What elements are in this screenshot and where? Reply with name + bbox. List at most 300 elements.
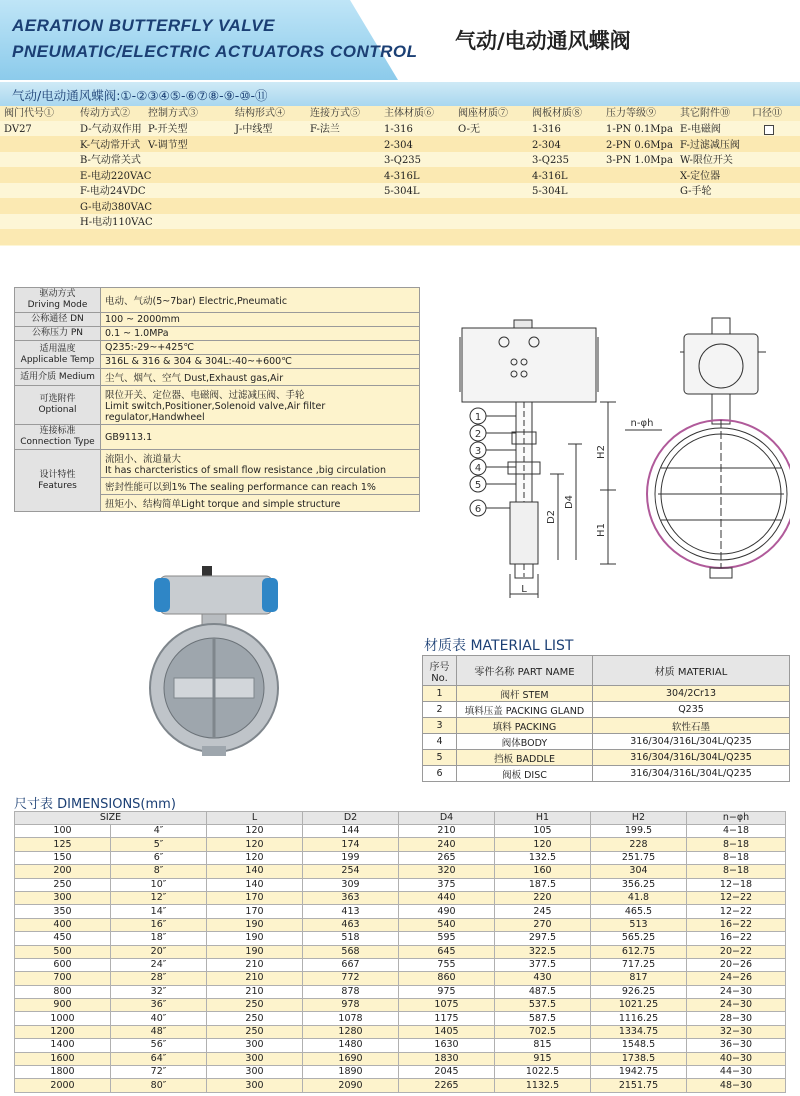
dimensions-cell: 199.5 (591, 825, 687, 838)
code-table-heading: 气动/电动通风蝶阀:①-②③④⑤-⑥⑦⑧-⑨-⑩-⑪ (12, 88, 268, 103)
part-number-6: 6 (474, 504, 482, 515)
actuator-top-shaft (202, 566, 212, 576)
dimensions-cell: 667 (303, 958, 399, 971)
dimensions-cell: 1830 (399, 1052, 495, 1065)
spec-label: 连接标准 Connection Type (15, 425, 101, 450)
dimensions-cell: 1280 (303, 1025, 399, 1038)
code-column (458, 106, 508, 138)
code-table (0, 106, 800, 246)
header-title-line2: PNEUMATIC/ELECTRIC ACTUATORS CONTROL (12, 42, 418, 61)
dimensions-cell: 187.5 (495, 878, 591, 891)
material-cell-no: 1 (423, 686, 457, 702)
material-cell-no: 5 (423, 750, 457, 766)
code-column-header: 其它附件⑩ (680, 108, 730, 119)
dimensions-cell: 1690 (303, 1052, 399, 1065)
dimensions-cell: 1942.75 (591, 1066, 687, 1079)
dimensions-cell: 40−30 (687, 1052, 786, 1065)
dimensions-row (15, 932, 786, 945)
material-cell-part: 挡板 BADDLE (457, 750, 593, 766)
spec-label: 可选附件 Optional (15, 386, 101, 425)
header-title-cn: 气动/电动通风蝶阀 (455, 29, 631, 53)
dimensions-cell: 44−30 (687, 1066, 786, 1079)
dimensions-cell: 16−22 (687, 918, 786, 931)
dimensions-row (15, 985, 786, 998)
dimensions-cell: 140 (207, 865, 303, 878)
dimensions-cell: 174 (303, 838, 399, 851)
dimensions-cell: 24−30 (687, 999, 786, 1012)
valve-product-photo (140, 566, 290, 756)
dimensions-cell: 72″ (111, 1066, 207, 1079)
dimensions-cell: 817 (591, 972, 687, 985)
dimensions-cell: 1480 (303, 1039, 399, 1052)
dimensions-cell: 210 (207, 985, 303, 998)
code-option: 2-PN 0.6Mpa (606, 139, 673, 151)
dimensions-header-cell: H1 (495, 812, 591, 825)
dimensions-cell: 24−30 (687, 985, 786, 998)
dimensions-cell: 199 (303, 851, 399, 864)
dimensions-cell: 490 (399, 905, 495, 918)
code-column-header: 口径⑪ (752, 108, 782, 119)
dimensions-cell: 860 (399, 972, 495, 985)
code-option: 5-304L (384, 186, 420, 197)
dimensions-cell: 190 (207, 945, 303, 958)
spec-row (15, 450, 420, 478)
spec-row (15, 386, 420, 425)
part-number-3: 3 (474, 446, 482, 457)
material-row (423, 686, 790, 702)
code-option: 4-316L (532, 170, 568, 182)
dimensions-cell: 24″ (111, 958, 207, 971)
code-column (4, 106, 54, 138)
code-option: F-电动24VDC (80, 186, 146, 197)
material-cell-no: 3 (423, 718, 457, 734)
dimensions-cell: 120 (495, 838, 591, 851)
code-option: 3-Q235 (532, 155, 570, 166)
dimensions-cell: 363 (303, 891, 399, 904)
actuator-end-cap-left (154, 578, 170, 612)
code-column-header: 控制方式③ (148, 108, 198, 119)
dimensions-row (15, 1039, 786, 1052)
dimensions-cell: 587.5 (495, 1012, 591, 1025)
spec-row (15, 369, 420, 386)
dimensions-header-cell: SIZE (15, 812, 207, 825)
dimensions-cell: 170 (207, 905, 303, 918)
dimensions-cell: 1022.5 (495, 1066, 591, 1079)
dimensions-cell: 322.5 (495, 945, 591, 958)
code-column-header: 压力等级⑨ (606, 108, 656, 119)
code-column (235, 106, 285, 138)
dimensions-cell: 2045 (399, 1066, 495, 1079)
dimensions-cell: 48″ (111, 1025, 207, 1038)
dimensions-cell: 2090 (303, 1079, 399, 1092)
code-option: G-手轮 (680, 186, 712, 197)
spec-label: 适用介质 Medium (15, 369, 101, 386)
dimensions-cell: 513 (591, 918, 687, 931)
code-option: H-电动110VAC (80, 217, 153, 228)
dimensions-cell: 20−26 (687, 958, 786, 971)
dimensions-cell: 24−26 (687, 972, 786, 985)
material-header-material: 材质 MATERIAL (593, 656, 790, 686)
dimensions-cell: 16″ (111, 918, 207, 931)
dimensions-cell: 40″ (111, 1012, 207, 1025)
dimensions-cell: 28″ (111, 972, 207, 985)
dimensions-cell: 240 (399, 838, 495, 851)
dimensions-cell: 975 (399, 985, 495, 998)
part-number-2: 2 (474, 429, 482, 440)
dimensions-cell: 1116.25 (591, 1012, 687, 1025)
spec-label: 公称通径 DN (15, 313, 101, 327)
dimensions-cell: 595 (399, 932, 495, 945)
dimensions-cell: 250 (207, 1025, 303, 1038)
material-cell-part: 阀杆 STEM (457, 686, 593, 702)
dim-label-d2: D2 (546, 509, 557, 525)
dimensions-cell: 150 (15, 851, 111, 864)
dimensions-cell: 14″ (111, 905, 207, 918)
spec-value: 电动、气动(5~7bar) Electric,Pneumatic (101, 288, 420, 313)
dimensions-cell: 440 (399, 891, 495, 904)
dimensions-cell: 300 (207, 1079, 303, 1092)
code-option: X-定位器 (680, 170, 721, 182)
dimensions-cell: 80″ (111, 1079, 207, 1092)
code-option: E-电磁阀 (680, 124, 721, 135)
code-column-header: 阀座材质⑦ (458, 108, 508, 119)
part-number-1: 1 (474, 412, 482, 423)
dimensions-cell: 20−22 (687, 945, 786, 958)
dimensions-cell: 878 (303, 985, 399, 998)
code-column-header: 结构形式④ (235, 108, 285, 119)
dimensions-cell: 300 (207, 1066, 303, 1079)
code-option: 3-PN 1.0Mpa (606, 155, 673, 166)
dimensions-cell: 700 (15, 972, 111, 985)
dimensions-cell: 300 (207, 1039, 303, 1052)
dimensions-row (15, 1025, 786, 1038)
dimensions-row (15, 1066, 786, 1079)
dimensions-cell: 297.5 (495, 932, 591, 945)
spec-row (15, 425, 420, 450)
dimensions-cell: 978 (303, 999, 399, 1012)
dimensions-cell: 430 (495, 972, 591, 985)
dimensions-cell: 125 (15, 838, 111, 851)
dimensions-cell: 4−18 (687, 825, 786, 838)
page-header (0, 0, 800, 80)
dimensions-cell: 190 (207, 918, 303, 931)
dimensions-cell: 1738.5 (591, 1052, 687, 1065)
spec-row (15, 327, 420, 341)
dimensions-cell: 228 (591, 838, 687, 851)
code-column-header: 连接方式⑤ (310, 108, 360, 119)
dimensions-cell: 1000 (15, 1012, 111, 1025)
dimensions-cell: 815 (495, 1039, 591, 1052)
dimensions-cell: 350 (15, 905, 111, 918)
dimensions-cell: 210 (207, 972, 303, 985)
dimensions-cell: 48−30 (687, 1079, 786, 1092)
dimensions-cell: 537.5 (495, 999, 591, 1012)
dimensions-cell: 1075 (399, 999, 495, 1012)
dimensions-row (15, 999, 786, 1012)
actuator-end-cap-right (262, 578, 278, 612)
dimensions-cell: 755 (399, 958, 495, 971)
dimensions-cell: 375 (399, 878, 495, 891)
dimensions-cell: 160 (495, 865, 591, 878)
dimensions-cell: 540 (399, 918, 495, 931)
code-option: K-气动常开式 (80, 139, 141, 151)
code-option: G-电动380VAC (80, 201, 153, 213)
dimensions-cell: 1890 (303, 1066, 399, 1079)
spec-label: 驱动方式 Driving Mode (15, 288, 101, 313)
spec-label: 适用温度 Applicable Temp (15, 341, 101, 369)
code-option: 3-Q235 (384, 155, 422, 166)
code-option: 2-304 (532, 139, 561, 151)
dimensions-cell: 8−18 (687, 838, 786, 851)
dimensions-cell: 900 (15, 999, 111, 1012)
dimensions-cell: 1175 (399, 1012, 495, 1025)
dimensions-cell: 1630 (399, 1039, 495, 1052)
dim-label-nphi: n-φh (630, 418, 654, 429)
dimensions-cell: 100 (15, 825, 111, 838)
dimensions-cell: 28−30 (687, 1012, 786, 1025)
code-option: 2-304 (384, 139, 413, 151)
dimensions-cell: 120 (207, 838, 303, 851)
dimensions-cell: 18″ (111, 932, 207, 945)
material-header-row (423, 656, 790, 686)
dimensions-row (15, 865, 786, 878)
dimensions-cell: 251.75 (591, 851, 687, 864)
code-column-header: 阀板材质⑧ (532, 108, 582, 119)
size-checkbox[interactable] (764, 125, 774, 135)
dimensions-cell: 132.5 (495, 851, 591, 864)
dimensions-row (15, 1079, 786, 1092)
dimensions-cell: 1405 (399, 1025, 495, 1038)
material-cell-material: 软性石墨 (593, 718, 790, 734)
dimensions-cell: 2000 (15, 1079, 111, 1092)
material-row (423, 718, 790, 734)
dimensions-title: 尺寸表 DIMENSIONS(mm) (14, 797, 176, 812)
code-option: D-气动双作用 (80, 124, 142, 135)
dimensions-header-cell: n−φh (687, 812, 786, 825)
dimensions-cell: 304 (591, 865, 687, 878)
code-option: E-电动220VAC (80, 170, 152, 182)
code-column (80, 106, 153, 231)
dimensions-row (15, 1052, 786, 1065)
dimensions-cell: 413 (303, 905, 399, 918)
dimensions-row (15, 918, 786, 931)
spec-row (15, 341, 420, 355)
material-cell-part: 阀体BODY (457, 734, 593, 750)
dimensions-row (15, 972, 786, 985)
dimensions-header-row (15, 812, 786, 825)
material-row (423, 750, 790, 766)
material-cell-no: 6 (423, 766, 457, 782)
spec-value: 尘气、烟气、空气 Dust,Exhaust gas,Air (101, 369, 420, 386)
dimensions-cell: 926.25 (591, 985, 687, 998)
code-column-header: 主体材质⑥ (384, 108, 434, 119)
dimensions-cell: 377.5 (495, 958, 591, 971)
dimensions-cell: 645 (399, 945, 495, 958)
dimensions-cell: 41.8 (591, 891, 687, 904)
dimensions-cell: 64″ (111, 1052, 207, 1065)
code-option: 1-316 (384, 124, 413, 135)
code-option: F-法兰 (310, 124, 340, 135)
actuator-body (160, 576, 272, 614)
spec-value: 0.1 ~ 1.0MPa (101, 327, 420, 341)
dimensions-cell: 140 (207, 878, 303, 891)
code-column (384, 106, 434, 200)
dimensions-cell: 5″ (111, 838, 207, 851)
part-number-5: 5 (474, 480, 482, 491)
part-number-4: 4 (474, 463, 482, 474)
dimensions-cell: 487.5 (495, 985, 591, 998)
material-cell-material: 316/304/316L/304L/Q235 (593, 766, 790, 782)
dimensions-row (15, 878, 786, 891)
dimensions-cell: 1334.75 (591, 1025, 687, 1038)
spec-label: 公称压力 PN (15, 327, 101, 341)
dimensions-cell: 465.5 (591, 905, 687, 918)
code-option: 1-316 (532, 124, 561, 135)
code-option: V-调节型 (148, 139, 188, 151)
dimensions-cell: 200 (15, 865, 111, 878)
dimensions-cell: 1078 (303, 1012, 399, 1025)
dimensions-row (15, 905, 786, 918)
dimensions-cell: 32″ (111, 985, 207, 998)
material-cell-material: 316/304/316L/304L/Q235 (593, 750, 790, 766)
dimensions-cell: 565.25 (591, 932, 687, 945)
dimensions-cell: 1400 (15, 1039, 111, 1052)
spec-table (14, 287, 420, 512)
dimensions-header-cell: H2 (591, 812, 687, 825)
dimensions-cell: 120 (207, 851, 303, 864)
dimensions-cell: 250 (207, 1012, 303, 1025)
material-row (423, 734, 790, 750)
dimensions-cell: 518 (303, 932, 399, 945)
material-cell-part: 填料 PACKING (457, 718, 593, 734)
material-cell-material: 304/2Cr13 (593, 686, 790, 702)
dimensions-cell: 356.25 (591, 878, 687, 891)
dimensions-cell: 220 (495, 891, 591, 904)
dimensions-cell: 12−22 (687, 891, 786, 904)
code-column (752, 106, 782, 138)
material-row (423, 766, 790, 782)
dimensions-cell: 170 (207, 891, 303, 904)
dimensions-row (15, 851, 786, 864)
dim-label-d4: D4 (564, 494, 575, 510)
dimensions-cell: 120 (207, 825, 303, 838)
spec-value: 100 ~ 2000mm (101, 313, 420, 327)
dimensions-cell: 105 (495, 825, 591, 838)
code-column (148, 106, 198, 153)
dimensions-cell: 1600 (15, 1052, 111, 1065)
size-checkbox-cell (752, 122, 782, 138)
dimensions-cell: 190 (207, 932, 303, 945)
dimensions-cell: 10″ (111, 878, 207, 891)
dim-label-l: L (521, 584, 527, 595)
dimensions-cell: 463 (303, 918, 399, 931)
spec-row (15, 313, 420, 327)
code-option: J-中线型 (235, 124, 273, 135)
material-row (423, 702, 790, 718)
dimensions-cell: 1800 (15, 1066, 111, 1079)
code-column-header: 阀门代号① (4, 108, 54, 119)
dimensions-cell: 4″ (111, 825, 207, 838)
dimensions-table (14, 811, 786, 1093)
dimensions-cell: 250 (207, 999, 303, 1012)
dimensions-cell: 12″ (111, 891, 207, 904)
dimensions-cell: 245 (495, 905, 591, 918)
code-option: O-无 (458, 124, 480, 135)
dimensions-cell: 265 (399, 851, 495, 864)
material-list-title: 材质表 MATERIAL LIST (424, 638, 574, 654)
dimensions-cell: 600 (15, 958, 111, 971)
dimensions-cell: 32−30 (687, 1025, 786, 1038)
spec-value: Q235:-29~+425℃ (101, 341, 420, 355)
header-title-line1: AERATION BUTTERFLY VALVE (12, 16, 275, 35)
code-column (532, 106, 582, 200)
dimensions-cell: 450 (15, 932, 111, 945)
dimensions-cell: 12−22 (687, 905, 786, 918)
dimensions-cell: 772 (303, 972, 399, 985)
dimensions-cell: 612.75 (591, 945, 687, 958)
material-cell-material: Q235 (593, 702, 790, 718)
dimensions-header-cell: L (207, 812, 303, 825)
dimensions-row (15, 838, 786, 851)
dimensions-cell: 270 (495, 918, 591, 931)
dimensions-cell: 210 (207, 958, 303, 971)
dimensions-cell: 300 (15, 891, 111, 904)
dimensions-cell: 702.5 (495, 1025, 591, 1038)
spec-value: 密封性能可以到1% The sealing performance can reach 1% (101, 478, 420, 495)
dimensions-cell: 6″ (111, 851, 207, 864)
material-header-no: 序号 No. (423, 656, 457, 686)
dimensions-cell: 210 (399, 825, 495, 838)
spec-label: 设计特性 Features (15, 450, 101, 512)
dimensions-cell: 1548.5 (591, 1039, 687, 1052)
code-option: P-开关型 (148, 124, 188, 135)
dimensions-cell: 36−30 (687, 1039, 786, 1052)
code-table-heading-bar (0, 82, 800, 106)
material-header-part: 零件名称 PART NAME (457, 656, 593, 686)
code-table-stripe (0, 229, 800, 245)
dimensions-cell: 2151.75 (591, 1079, 687, 1092)
dimensions-cell: 2265 (399, 1079, 495, 1092)
dimensions-cell: 717.25 (591, 958, 687, 971)
dimensions-cell: 300 (207, 1052, 303, 1065)
dimensions-cell: 20″ (111, 945, 207, 958)
spec-value: 流阻小、流道量大 It has charcteristics of small flow resistance ,big circulation (101, 450, 420, 478)
dimensions-row (15, 825, 786, 838)
code-column (310, 106, 360, 138)
dim-label-h1: H1 (596, 523, 607, 537)
dimensions-cell: 8−18 (687, 851, 786, 864)
dimensions-cell: 400 (15, 918, 111, 931)
code-column-header: 传动方式② (80, 108, 130, 119)
material-cell-part: 阀板 DISC (457, 766, 593, 782)
dimensions-cell: 56″ (111, 1039, 207, 1052)
header-band (0, 0, 398, 80)
code-option: B-气动常关式 (80, 155, 141, 166)
dimensions-row (15, 958, 786, 971)
dimensions-cell: 8″ (111, 865, 207, 878)
code-option: 1-PN 0.1Mpa (606, 124, 673, 135)
dimensions-cell: 16−22 (687, 932, 786, 945)
code-option: 5-304L (532, 186, 568, 197)
valve-bottom-boss (202, 746, 226, 756)
dimensions-cell: 144 (303, 825, 399, 838)
code-option: DV27 (4, 124, 32, 135)
dimensions-row (15, 945, 786, 958)
spec-value: 316L & 316 & 304 & 304L:-40~+600℃ (101, 355, 420, 369)
code-column (680, 106, 740, 200)
code-option: W-限位开关 (680, 155, 733, 166)
material-list-table (422, 655, 790, 782)
